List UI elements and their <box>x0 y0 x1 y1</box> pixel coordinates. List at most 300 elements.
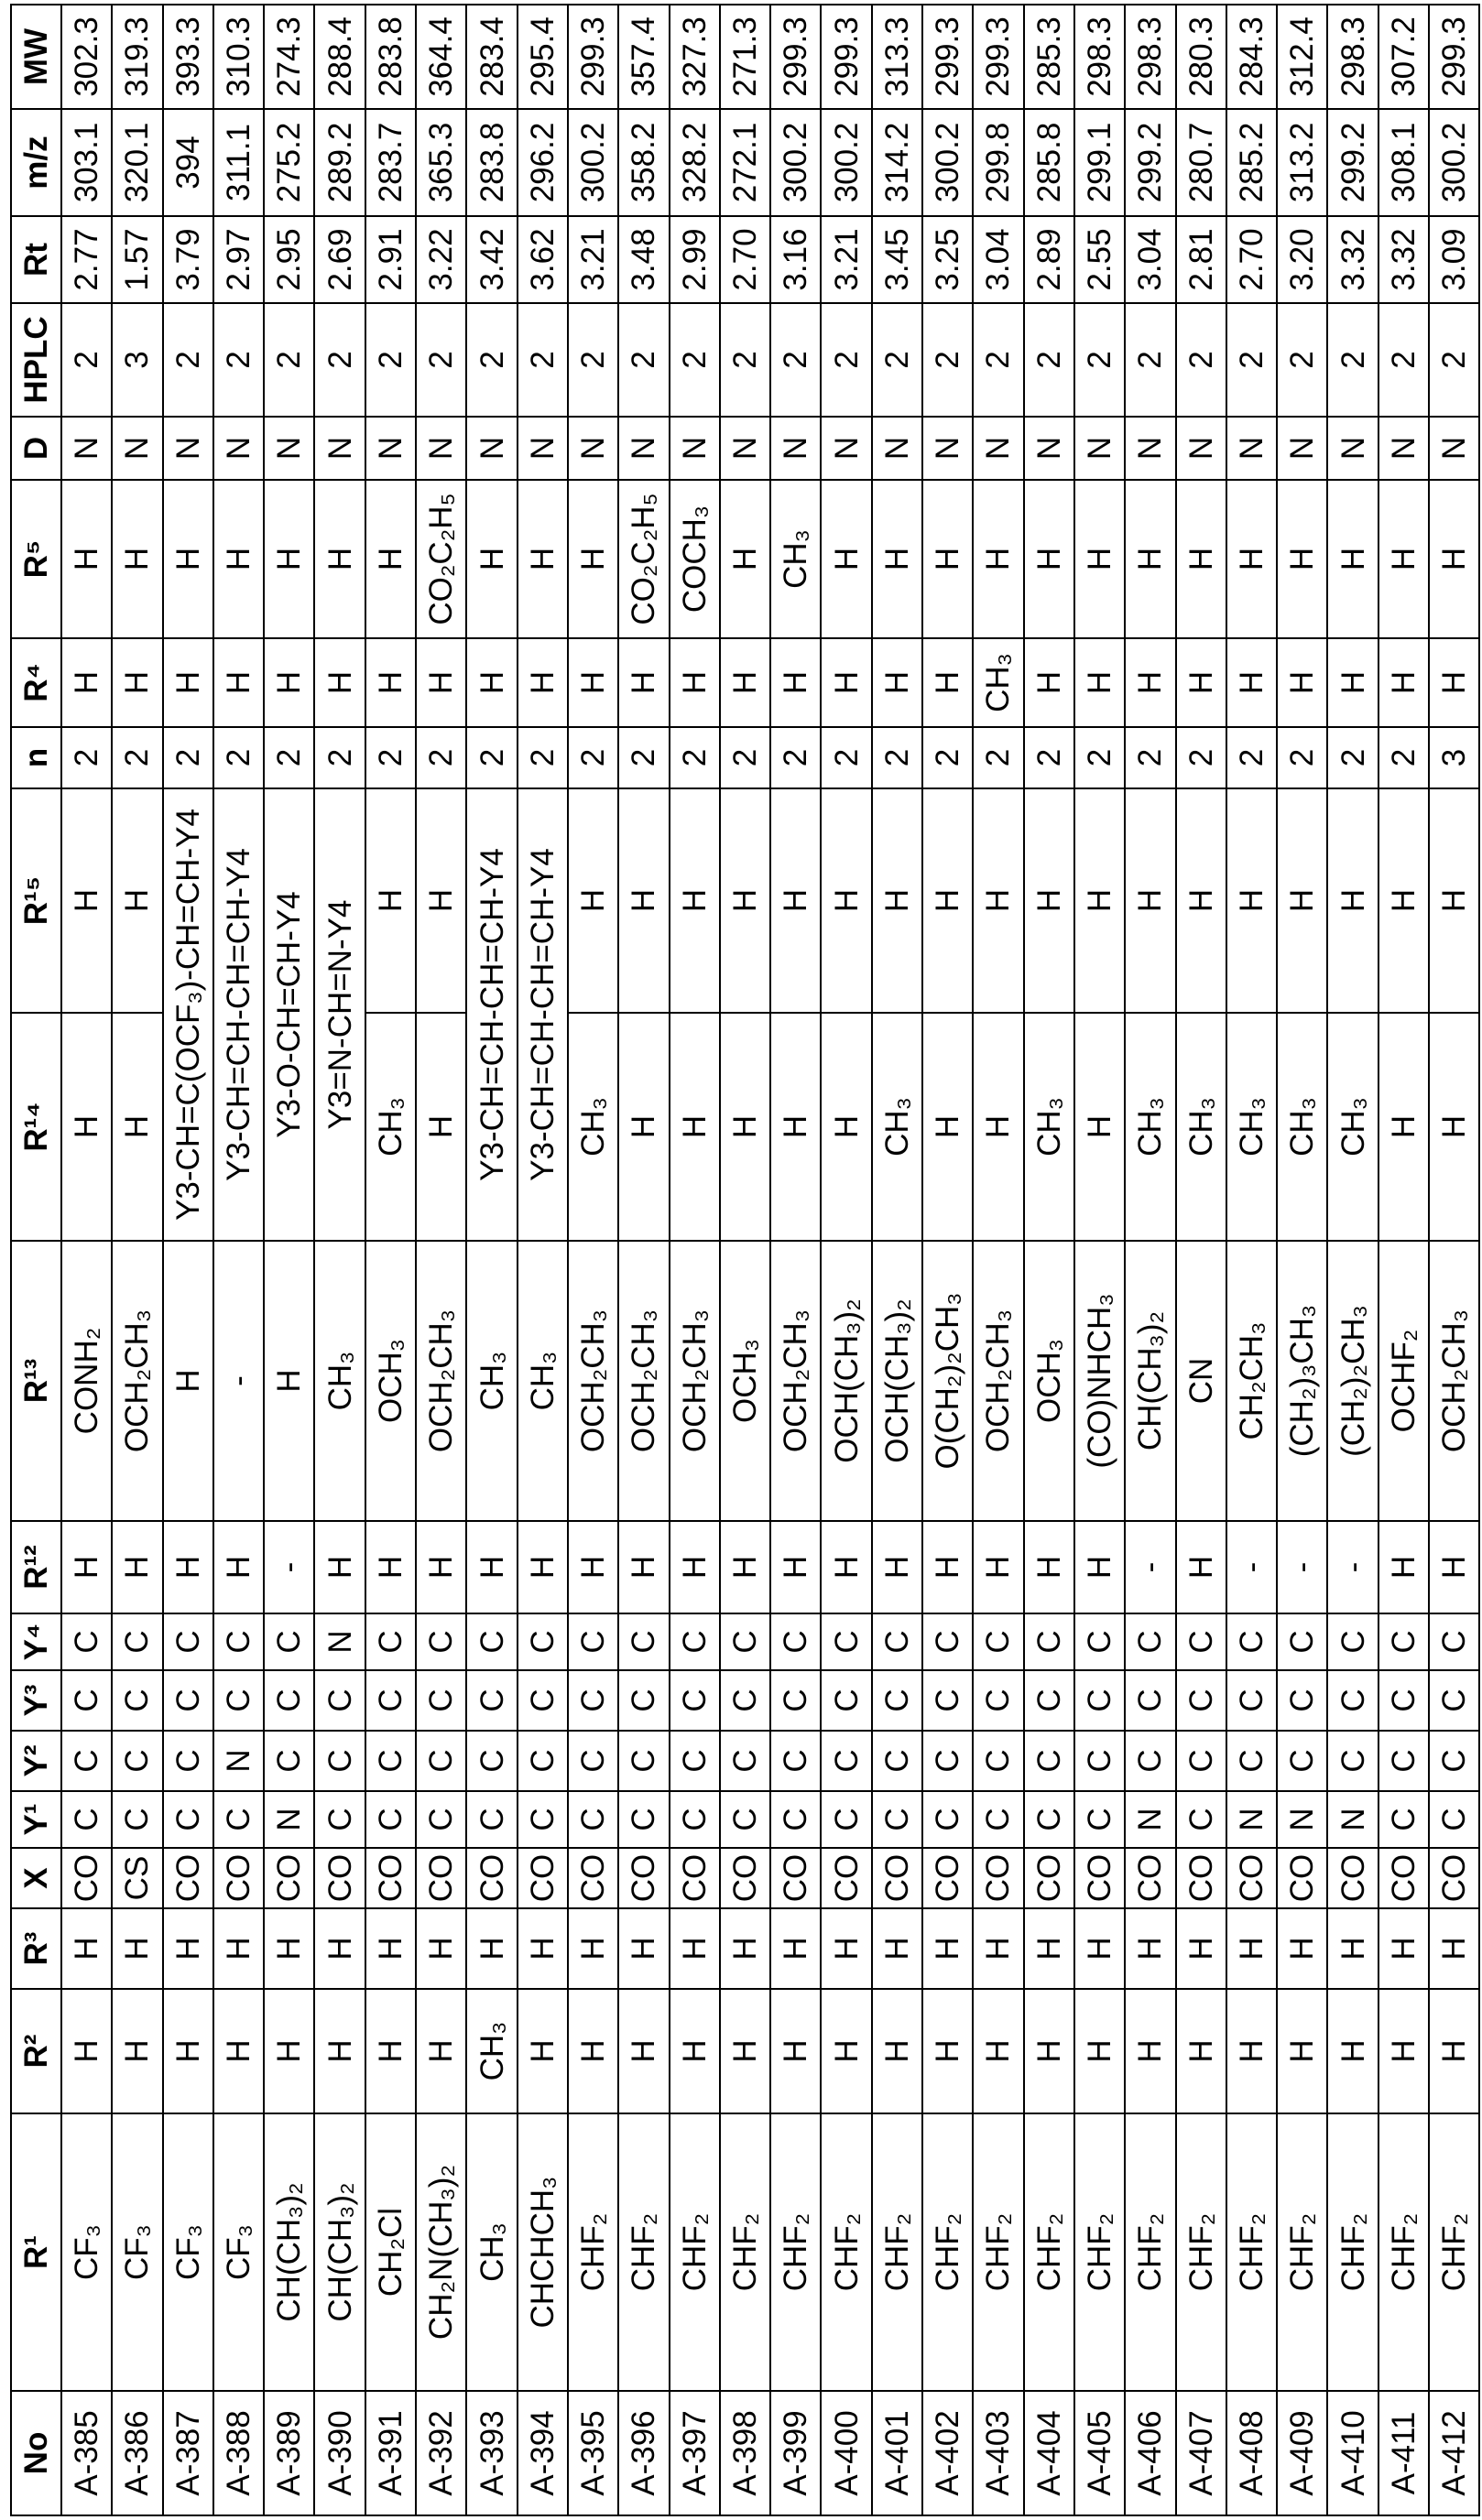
cell-r3: H <box>416 1908 466 1989</box>
cell-r1: CH₃ <box>466 2113 517 2391</box>
cell-y2: C <box>973 1731 1023 1791</box>
cell-no: A-409 <box>1277 2391 1327 2515</box>
cell-n: 2 <box>1226 727 1277 788</box>
cell-r5: H <box>568 480 618 638</box>
cell-r12: H <box>1024 1521 1074 1613</box>
cell-y1: C <box>973 1791 1023 1848</box>
cell-r4: H <box>1125 638 1175 727</box>
cell-r5: H <box>720 480 770 638</box>
cell-r4: H <box>416 638 466 727</box>
column-header-r1: R¹ <box>11 2113 61 2391</box>
cell-no: A-387 <box>163 2391 213 2515</box>
cell-r4: H <box>1277 638 1327 727</box>
cell-r2: H <box>872 1989 922 2113</box>
cell-r3: H <box>973 1908 1023 1989</box>
cell-rt: 1.57 <box>112 216 162 303</box>
cell-r13: OCH(CH₃)₂ <box>821 1241 871 1521</box>
cell-r3: H <box>1226 1908 1277 1989</box>
cell-r2: H <box>163 1989 213 2113</box>
cell-r15: H <box>1226 788 1277 1013</box>
cell-r12: H <box>163 1521 213 1613</box>
cell-r4: H <box>1226 638 1277 727</box>
cell-mz: 299.1 <box>1074 109 1125 216</box>
cell-mw: 271.3 <box>720 5 770 109</box>
cell-r4: H <box>213 638 264 727</box>
cell-r3: H <box>163 1908 213 1989</box>
cell-x: CO <box>1277 1848 1327 1908</box>
cell-x: CO <box>720 1848 770 1908</box>
cell-y2: C <box>1074 1731 1125 1791</box>
cell-no: A-412 <box>1429 2391 1479 2515</box>
cell-r15: H <box>1429 788 1479 1013</box>
cell-mz: 299.8 <box>973 109 1023 216</box>
cell-hplc: 2 <box>670 303 720 417</box>
column-header-y4: Y⁴ <box>11 1613 61 1670</box>
cell-mw: 295.4 <box>518 5 568 109</box>
cell-y4: C <box>1429 1613 1479 1670</box>
cell-mw: 307.2 <box>1378 5 1429 109</box>
cell-mz: 296.2 <box>518 109 568 216</box>
cell-y4: C <box>618 1613 669 1670</box>
cell-mz: 300.2 <box>821 109 871 216</box>
cell-y3: C <box>1429 1670 1479 1731</box>
cell-no: A-393 <box>466 2391 517 2515</box>
cell-r2: H <box>1125 1989 1175 2113</box>
cell-r2: H <box>61 1989 112 2113</box>
table-row <box>872 5 922 2515</box>
cell-r4: H <box>163 638 213 727</box>
cell-r1: CHF₂ <box>973 2113 1023 2391</box>
cell-rt: 3.09 <box>1429 216 1479 303</box>
table-row <box>264 5 314 2515</box>
cell-rt: 3.48 <box>618 216 669 303</box>
cell-r14: H <box>973 1013 1023 1241</box>
cell-hplc: 2 <box>1125 303 1175 417</box>
cell-y4: C <box>1327 1613 1378 1670</box>
cell-y1: C <box>1176 1791 1226 1848</box>
cell-r13: OCHF₂ <box>1378 1241 1429 1521</box>
column-header-r15: R¹⁵ <box>11 788 61 1013</box>
cell-d: N <box>1277 417 1327 480</box>
cell-r12: H <box>821 1521 871 1613</box>
cell-r12: - <box>1226 1521 1277 1613</box>
cell-mz: 311.1 <box>213 109 264 216</box>
cell-n: 2 <box>1125 727 1175 788</box>
cell-no: A-404 <box>1024 2391 1074 2515</box>
cell-rt: 3.32 <box>1327 216 1378 303</box>
cell-r14: H <box>618 1013 669 1241</box>
cell-r2: H <box>1378 1989 1429 2113</box>
cell-r4: H <box>314 638 365 727</box>
cell-r13: OCH₂CH₃ <box>1429 1241 1479 1521</box>
cell-r13: CH₃ <box>518 1241 568 1521</box>
cell-d: N <box>618 417 669 480</box>
cell-rt: 3.22 <box>416 216 466 303</box>
cell-no: A-386 <box>112 2391 162 2515</box>
cell-r4: H <box>1176 638 1226 727</box>
cell-r15: H <box>973 788 1023 1013</box>
cell-y1: N <box>1277 1791 1327 1848</box>
cell-mz: 280.7 <box>1176 109 1226 216</box>
cell-r14: H <box>416 1013 466 1241</box>
cell-d: N <box>973 417 1023 480</box>
cell-mz: 313.2 <box>1277 109 1327 216</box>
cell-y4: C <box>1125 1613 1175 1670</box>
cell-y1: C <box>618 1791 669 1848</box>
cell-r14: H <box>720 1013 770 1241</box>
cell-r12: H <box>973 1521 1023 1613</box>
table-row <box>1024 5 1074 2515</box>
table-row <box>1327 5 1378 2515</box>
column-header-r14: R¹⁴ <box>11 1013 61 1241</box>
cell-r13: (CH₂)₃CH₃ <box>1277 1241 1327 1521</box>
cell-r2: H <box>973 1989 1023 2113</box>
cell-r1: CHF₂ <box>922 2113 973 2391</box>
cell-r3: H <box>618 1908 669 1989</box>
cell-mz: 299.2 <box>1125 109 1175 216</box>
cell-y1: C <box>1429 1791 1479 1848</box>
cell-n: 2 <box>466 727 517 788</box>
cell-rt: 3.42 <box>466 216 517 303</box>
cell-r1: CH(CH₃)₂ <box>314 2113 365 2391</box>
cell-y2: C <box>770 1731 821 1791</box>
cell-rt: 2.81 <box>1176 216 1226 303</box>
cell-r15: H <box>670 788 720 1013</box>
cell-mw: 298.3 <box>1074 5 1125 109</box>
cell-mw: 288.4 <box>314 5 365 109</box>
cell-x: CO <box>821 1848 871 1908</box>
cell-x: CO <box>770 1848 821 1908</box>
cell-hplc: 2 <box>1074 303 1125 417</box>
cell-n: 2 <box>1024 727 1074 788</box>
cell-r14: CH₃ <box>365 1013 416 1241</box>
cell-no: A-392 <box>416 2391 466 2515</box>
cell-y3: C <box>112 1670 162 1731</box>
cell-mw: 299.3 <box>973 5 1023 109</box>
cell-r15: H <box>416 788 466 1013</box>
cell-y1: C <box>720 1791 770 1848</box>
cell-r14: H <box>670 1013 720 1241</box>
cell-y4: C <box>1226 1613 1277 1670</box>
cell-x: CO <box>1226 1848 1277 1908</box>
cell-r13: OCH₃ <box>365 1241 416 1521</box>
table-row <box>1176 5 1226 2515</box>
cell-no: A-396 <box>618 2391 669 2515</box>
cell-r12: H <box>365 1521 416 1613</box>
cell-r4: H <box>61 638 112 727</box>
cell-d: N <box>821 417 871 480</box>
cell-r12: H <box>770 1521 821 1613</box>
cell-y4: C <box>670 1613 720 1670</box>
cell-n: 3 <box>1429 727 1479 788</box>
rotated-page <box>0 0 1482 2520</box>
cell-y1: C <box>314 1791 365 1848</box>
table-row <box>1125 5 1175 2515</box>
column-header-y1: Y¹ <box>11 1791 61 1848</box>
cell-r13: O(CH₂)₂CH₃ <box>922 1241 973 1521</box>
cell-r3: H <box>466 1908 517 1989</box>
column-header-r12: R¹² <box>11 1521 61 1613</box>
cell-mw: 280.3 <box>1176 5 1226 109</box>
cell-y2: C <box>416 1731 466 1791</box>
cell-y3: C <box>163 1670 213 1731</box>
cell-rt: 2.99 <box>670 216 720 303</box>
cell-n: 2 <box>1176 727 1226 788</box>
cell-y2: N <box>213 1731 264 1791</box>
cell-r14: CH₃ <box>1277 1013 1327 1241</box>
cell-r12: H <box>872 1521 922 1613</box>
cell-n: 2 <box>821 727 871 788</box>
cell-hplc: 2 <box>518 303 568 417</box>
cell-rt: 2.97 <box>213 216 264 303</box>
cell-r3: H <box>213 1908 264 1989</box>
cell-no: A-401 <box>872 2391 922 2515</box>
cell-hplc: 2 <box>163 303 213 417</box>
table-row <box>670 5 720 2515</box>
cell-r2: H <box>264 1989 314 2113</box>
cell-d: N <box>61 417 112 480</box>
cell-d: N <box>720 417 770 480</box>
cell-y2: C <box>314 1731 365 1791</box>
cell-r3: H <box>821 1908 871 1989</box>
cell-y4: C <box>821 1613 871 1670</box>
cell-r4: H <box>770 638 821 727</box>
table-row <box>1226 5 1277 2515</box>
table-row <box>1378 5 1429 2515</box>
cell-r12: - <box>1125 1521 1175 1613</box>
cell-y2: C <box>112 1731 162 1791</box>
cell-y1: N <box>1226 1791 1277 1848</box>
cell-r1: CHF₂ <box>770 2113 821 2391</box>
cell-no: A-407 <box>1176 2391 1226 2515</box>
cell-r4: H <box>670 638 720 727</box>
cell-y4: C <box>1378 1613 1429 1670</box>
cell-r12: H <box>618 1521 669 1613</box>
cell-y2: C <box>466 1731 517 1791</box>
cell-r3: H <box>314 1908 365 1989</box>
cell-hplc: 2 <box>61 303 112 417</box>
cell-y1: C <box>466 1791 517 1848</box>
cell-y3: C <box>720 1670 770 1731</box>
cell-x: CO <box>365 1848 416 1908</box>
cell-r14: H <box>1429 1013 1479 1241</box>
cell-x: CO <box>213 1848 264 1908</box>
cell-y3: C <box>670 1670 720 1731</box>
column-header-y2: Y² <box>11 1731 61 1791</box>
cell-r3: H <box>1125 1908 1175 1989</box>
cell-rt: 2.77 <box>61 216 112 303</box>
cell-r3: H <box>264 1908 314 1989</box>
cell-y3: C <box>466 1670 517 1731</box>
cell-r13: CN <box>1176 1241 1226 1521</box>
cell-r4: H <box>112 638 162 727</box>
cell-no: A-411 <box>1378 2391 1429 2515</box>
cell-r13: CH₂CH₃ <box>1226 1241 1277 1521</box>
cell-d: N <box>770 417 821 480</box>
table-row <box>1429 5 1479 2515</box>
cell-y2: C <box>720 1731 770 1791</box>
cell-mz: 358.2 <box>618 109 669 216</box>
cell-no: A-390 <box>314 2391 365 2515</box>
cell-r13: OCH₂CH₃ <box>618 1241 669 1521</box>
cell-n: 2 <box>568 727 618 788</box>
cell-rt: 3.04 <box>973 216 1023 303</box>
cell-r2: H <box>922 1989 973 2113</box>
cell-r13: CH(CH₃)₂ <box>1125 1241 1175 1521</box>
cell-r13: OCH(CH₃)₂ <box>872 1241 922 1521</box>
cell-r5: H <box>1327 480 1378 638</box>
cell-r14: CH₃ <box>568 1013 618 1241</box>
cell-r2: H <box>1024 1989 1074 2113</box>
cell-hplc: 2 <box>1378 303 1429 417</box>
cell-y2: C <box>365 1731 416 1791</box>
cell-r4: H <box>1024 638 1074 727</box>
cell-y4: C <box>568 1613 618 1670</box>
cell-y1: C <box>112 1791 162 1848</box>
cell-r13: H <box>163 1241 213 1521</box>
cell-y1: C <box>1378 1791 1429 1848</box>
cell-r15: H <box>61 788 112 1013</box>
cell-r5: H <box>1277 480 1327 638</box>
cell-r5: H <box>163 480 213 638</box>
cell-y2: C <box>518 1731 568 1791</box>
cell-r15: H <box>1327 788 1378 1013</box>
cell-y3: C <box>1125 1670 1175 1731</box>
table-row <box>365 5 416 2515</box>
cell-y3: C <box>770 1670 821 1731</box>
cell-hplc: 2 <box>1429 303 1479 417</box>
cell-n: 2 <box>213 727 264 788</box>
cell-r15: H <box>770 788 821 1013</box>
cell-r4: H <box>922 638 973 727</box>
cell-mw: 283.8 <box>365 5 416 109</box>
cell-r12: - <box>264 1521 314 1613</box>
cell-r3: H <box>1277 1908 1327 1989</box>
table-row <box>466 5 517 2515</box>
cell-mz: 300.2 <box>770 109 821 216</box>
cell-r2: H <box>568 1989 618 2113</box>
cell-rt: 2.55 <box>1074 216 1125 303</box>
cell-y4: C <box>264 1613 314 1670</box>
cell-x: CO <box>518 1848 568 1908</box>
cell-r2: H <box>213 1989 264 2113</box>
cell-r1: CF₃ <box>112 2113 162 2391</box>
cell-r12: H <box>1176 1521 1226 1613</box>
cell-y4: C <box>720 1613 770 1670</box>
cell-r4: H <box>618 638 669 727</box>
table-row <box>973 5 1023 2515</box>
cell-r13: - <box>213 1241 264 1521</box>
column-header-r4: R⁴ <box>11 638 61 727</box>
cell-y4: C <box>112 1613 162 1670</box>
cell-y3: C <box>821 1670 871 1731</box>
cell-r4: H <box>720 638 770 727</box>
cell-hplc: 2 <box>1327 303 1378 417</box>
cell-r5: H <box>1429 480 1479 638</box>
cell-r12: H <box>518 1521 568 1613</box>
cell-y4: C <box>922 1613 973 1670</box>
cell-x: CO <box>466 1848 517 1908</box>
cell-r12: - <box>1277 1521 1327 1613</box>
cell-mz: 328.2 <box>670 109 720 216</box>
cell-r14-r15-ring: Y3-CH=CH-CH=CH-Y4 <box>213 788 264 1241</box>
cell-r15: H <box>1074 788 1125 1013</box>
cell-y1: C <box>213 1791 264 1848</box>
column-header-r2: R² <box>11 1989 61 2113</box>
cell-y1: C <box>1024 1791 1074 1848</box>
cell-y2: C <box>568 1731 618 1791</box>
table-row <box>112 5 162 2515</box>
cell-n: 2 <box>720 727 770 788</box>
cell-y4: C <box>770 1613 821 1670</box>
cell-d: N <box>112 417 162 480</box>
cell-mw: 312.4 <box>1277 5 1327 109</box>
cell-r4: CH₃ <box>973 638 1023 727</box>
cell-x: CO <box>872 1848 922 1908</box>
cell-mz: 283.7 <box>365 109 416 216</box>
cell-r3: H <box>1429 1908 1479 1989</box>
compound-table <box>10 4 1480 2516</box>
cell-no: A-395 <box>568 2391 618 2515</box>
cell-rt: 3.21 <box>821 216 871 303</box>
table-row <box>568 5 618 2515</box>
cell-r3: H <box>365 1908 416 1989</box>
cell-n: 2 <box>973 727 1023 788</box>
cell-y3: C <box>1327 1670 1378 1731</box>
cell-hplc: 2 <box>821 303 871 417</box>
cell-y1: C <box>821 1791 871 1848</box>
cell-y3: C <box>1378 1670 1429 1731</box>
cell-hplc: 2 <box>466 303 517 417</box>
cell-r14: H <box>821 1013 871 1241</box>
cell-r2: H <box>1429 1989 1479 2113</box>
cell-x: CO <box>61 1848 112 1908</box>
cell-hplc: 2 <box>365 303 416 417</box>
cell-r13: OCH₂CH₃ <box>112 1241 162 1521</box>
cell-mw: 310.3 <box>213 5 264 109</box>
cell-y2: C <box>1277 1731 1327 1791</box>
table-row <box>518 5 568 2515</box>
table-row <box>821 5 871 2515</box>
cell-no: A-410 <box>1327 2391 1378 2515</box>
table-row <box>416 5 466 2515</box>
cell-r13: OCH₃ <box>1024 1241 1074 1521</box>
cell-r3: H <box>1074 1908 1125 1989</box>
cell-r12: H <box>112 1521 162 1613</box>
cell-r5: H <box>1378 480 1429 638</box>
cell-y4: C <box>466 1613 517 1670</box>
column-header-no: No <box>11 2391 61 2515</box>
cell-y2: C <box>1226 1731 1277 1791</box>
cell-n: 2 <box>1327 727 1378 788</box>
cell-r1: CHF₂ <box>1176 2113 1226 2391</box>
table-row <box>770 5 821 2515</box>
cell-r3: H <box>1176 1908 1226 1989</box>
cell-d: N <box>1378 417 1429 480</box>
cell-r2: H <box>618 1989 669 2113</box>
cell-rt: 3.32 <box>1378 216 1429 303</box>
cell-r13: OCH₂CH₃ <box>973 1241 1023 1521</box>
cell-y2: C <box>1125 1731 1175 1791</box>
cell-y1: C <box>1074 1791 1125 1848</box>
cell-rt: 3.62 <box>518 216 568 303</box>
cell-r2: H <box>112 1989 162 2113</box>
cell-y1: N <box>1125 1791 1175 1848</box>
cell-r2: H <box>720 1989 770 2113</box>
cell-y1: C <box>163 1791 213 1848</box>
cell-r15: H <box>720 788 770 1013</box>
cell-r15: H <box>922 788 973 1013</box>
